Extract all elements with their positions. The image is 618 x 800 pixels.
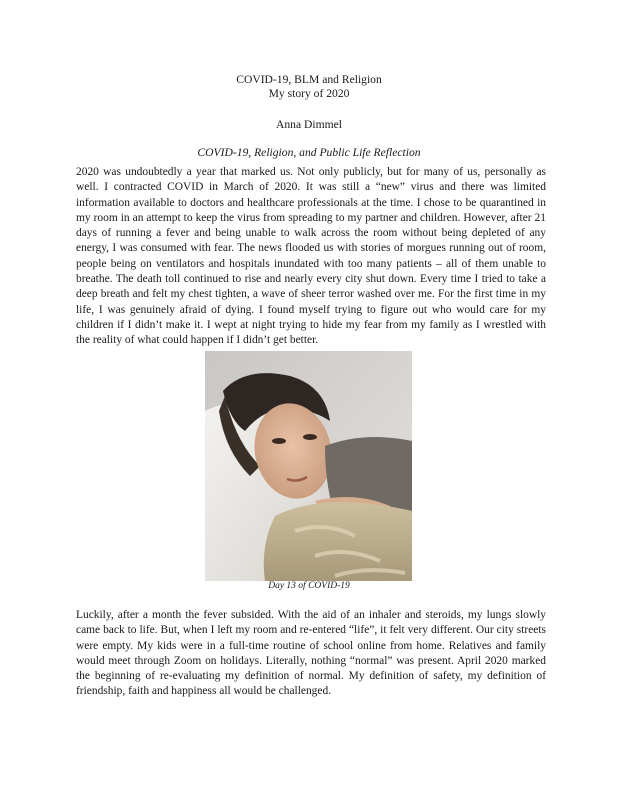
photo-illustration: [205, 351, 412, 581]
body-paragraph-2: Luckily, after a month the fever subsided. With the aid of an inhaler and steroids, my lungs slowly came back to life. But, when I left my room and re-entered “life”, it felt very different. Our city streets were empty. My kids were in a full-time routine of school online from home. Relatives and family would meet through Zoom on holidays. Literally, nothing “normal” was present. April 2020 marked the beginning of re-evaluating my definition of normal. My definition of safety, my definition of friendship, faith and happiness all would be challenged.: [76, 609, 546, 698]
subtitle: COVID-19, Religion, and Public Life Reflection: [197, 146, 421, 159]
photo-caption: Day 13 of COVID-19: [268, 581, 350, 591]
photo-sick-woman-in-bed: [205, 351, 412, 581]
body-paragraph-1: 2020 was undoubtedly a year that marked us. Not only publicly, but for many of us, personally as well. I contracted COVID in March of 2020. It was still a “new” virus and there was limited information available to doctors and healthcare professionals at the time. I chose to be quarantined in my room in an attempt to keep the virus from spreading to my partner and children. However, after 21 days of running a fever and being unable to walk across the room without being depleted of any energy, I was consumed with fear. The news flooded us with stories of morgues running out of room, people being on ventilators and hospitals inundated with too many patients – all of them unable to breathe. The death toll continued to rise and nearly every city shut down. Every time I tried to take a deep breath and felt my chest tighten, a wave of sheer terror washed over me. For the first time in my life, I was genuinely afraid of dying. I found myself trying to figure out who would care for my children if I didn’t make it. I wept at night trying to hide my fear from my family as I wrestled with the reality of what could happen if I didn’t get better.: [76, 166, 546, 347]
author-name: Anna Dimmel: [275, 118, 342, 131]
title-line-2: My story of 2020: [268, 87, 350, 100]
title-line-1: COVID-19, BLM and Religion: [236, 73, 382, 86]
title-block: [0, 73, 618, 101]
